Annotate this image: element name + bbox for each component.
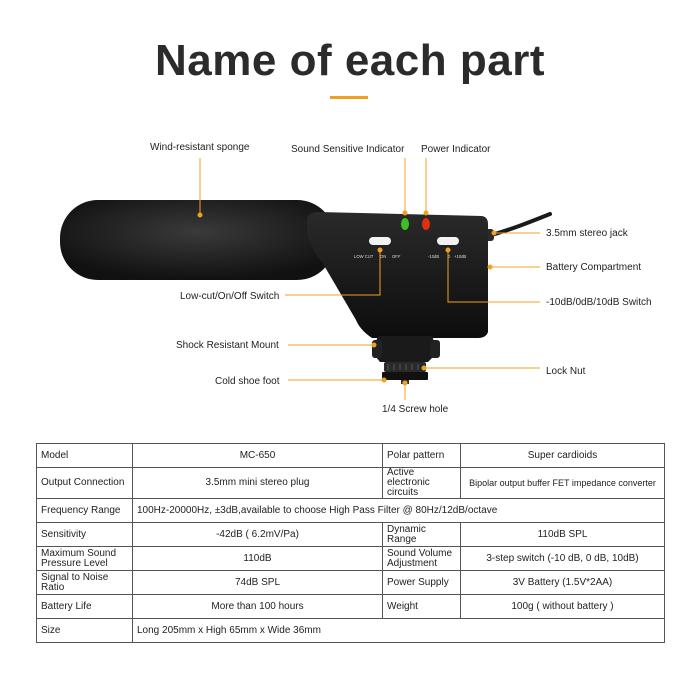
- spec-value: 3V Battery (1.5V*2AA): [461, 571, 665, 595]
- db-switch[interactable]: [437, 237, 459, 245]
- label-power-indicator: Power Indicator: [421, 144, 491, 155]
- spec-key: Size: [37, 619, 133, 643]
- page-title: Name of each part: [155, 36, 545, 85]
- table-row: [37, 619, 665, 643]
- label-screw-hole: 1/4 Screw hole: [382, 404, 449, 415]
- label-shock-mount: Shock Resistant Mount: [176, 340, 279, 351]
- spec-value: 110dB SPL: [461, 523, 665, 547]
- shock-mount-clip-right: [430, 340, 440, 358]
- label-db-switch: -10dB/0dB/10dB Switch: [546, 297, 652, 308]
- table-row: [37, 468, 665, 499]
- label-sound-indicator: Sound Sensitive Indicator: [291, 144, 405, 155]
- table-row: [37, 499, 665, 523]
- mic-body: [307, 212, 488, 338]
- spec-value: More than 100 hours: [133, 595, 383, 619]
- label-wind-sponge: Wind-resistant sponge: [150, 142, 250, 153]
- spec-value: 110dB: [133, 547, 383, 571]
- spec-key: Sensitivity: [37, 523, 133, 547]
- spec-key: Battery Life: [37, 595, 133, 619]
- table-row: [37, 547, 665, 571]
- lowcut-switch[interactable]: [369, 237, 391, 245]
- spec-key: Signal to Noise Ratio: [37, 571, 133, 595]
- label-jack: 3.5mm stereo jack: [546, 228, 628, 239]
- spec-key: Polar pattern: [383, 444, 461, 468]
- spec-value: 3.5mm mini stereo plug: [133, 468, 383, 499]
- power-indicator-led: [422, 218, 430, 230]
- spec-value: 74dB SPL: [133, 571, 383, 595]
- wind-sponge: [60, 200, 335, 280]
- off-mark: OFF: [392, 254, 401, 259]
- label-lock-nut: Lock Nut: [546, 366, 586, 377]
- cold-shoe-foot: [382, 372, 428, 380]
- spec-key: Sound Volume Adjustment: [383, 547, 461, 571]
- spec-value: 100Hz-20000Hz, ±3dB,available to choose High Pass Filter @ 80Hz/12dB/octave: [133, 499, 665, 523]
- table-row: [37, 523, 665, 547]
- lock-nut: [384, 362, 426, 372]
- table-row: [37, 444, 665, 468]
- minus10db-mark: -10dB: [428, 254, 440, 259]
- on-mark: ON: [380, 254, 387, 259]
- spec-key: Power Supply: [383, 571, 461, 595]
- spec-key: Frequency Range: [37, 499, 133, 523]
- sound-indicator-led: [401, 218, 409, 230]
- label-cold-shoe: Cold shoe foot: [215, 376, 280, 387]
- zero-db-mark: 0: [448, 254, 451, 259]
- lowcut-mark: LOW CUT: [354, 254, 374, 259]
- spec-value: Bipolar output buffer FET impedance converter: [461, 468, 665, 499]
- spec-value: -42dB ( 6.2mV/Pa): [133, 523, 383, 547]
- spec-value: Super cardioids: [461, 444, 665, 468]
- spec-key: Dynamic Range: [383, 523, 461, 547]
- spec-key: Output Connection: [37, 468, 133, 499]
- spec-value: Long 205mm x High 65mm x Wide 36mm: [133, 619, 665, 643]
- spec-key: Model: [37, 444, 133, 468]
- spec-key: Active electronic circuits: [383, 468, 461, 499]
- spec-value: 3-step switch (-10 dB, 0 dB, 10dB): [461, 547, 665, 571]
- spec-key: Weight: [383, 595, 461, 619]
- table-row: [37, 595, 665, 619]
- label-lowcut-switch: Low-cut/On/Off Switch: [180, 291, 280, 302]
- spec-value: 100g ( without battery ): [461, 595, 665, 619]
- spec-key: Maximum Sound Pressure Level: [37, 547, 133, 571]
- label-battery-compartment: Battery Compartment: [546, 262, 642, 273]
- plus10db-mark: +10dB: [454, 254, 467, 259]
- table-row: [37, 571, 665, 595]
- spec-value: MC-650: [133, 444, 383, 468]
- specs-table: [36, 443, 665, 643]
